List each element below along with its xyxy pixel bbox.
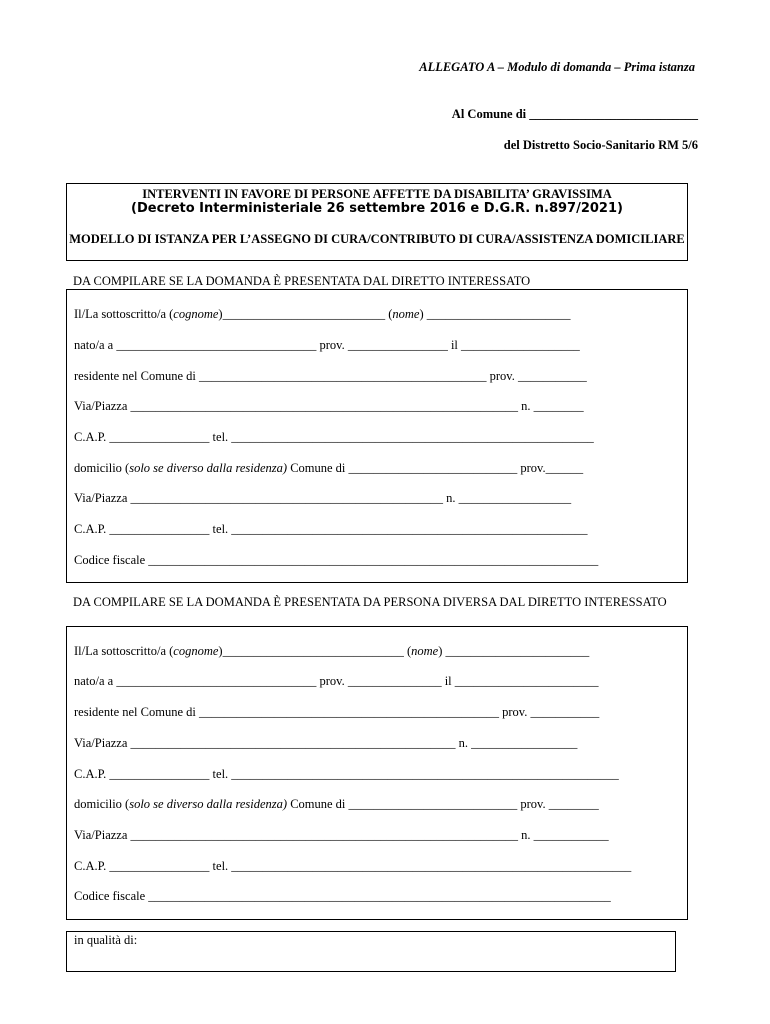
section1-form — [66, 289, 688, 583]
cap-phone-field[interactable]: C.A.P. ________________ tel. ______________________________________________________________ — [74, 767, 619, 781]
domicile-field[interactable]: domicilio (solo se diverso dalla residenza) Comune di ___________________________ prov.______ — [74, 461, 584, 475]
domicile-street-field[interactable]: Via/Piazza ______________________________________________________________ n. ____________ — [74, 828, 609, 842]
role-label: in qualità di: — [74, 933, 138, 947]
title-decree: (Decreto Interministeriale 26 settembre 2016 e D.G.R. n.897/2021) — [131, 201, 623, 216]
role-box[interactable] — [66, 931, 676, 972]
signer-name-field[interactable]: Il/La sottoscritto/a (cognome)_____________________________ (nome) _______________________ — [74, 644, 590, 658]
domicile-street-field[interactable]: Via/Piazza __________________________________________________ n. __________________ — [74, 491, 572, 505]
domicile-cap-phone-field[interactable]: C.A.P. ________________ tel. ________________________________________________________________ — [74, 859, 632, 873]
section2-form — [66, 626, 688, 920]
title-form-type: MODELLO DI ISTANZA PER L’ASSEGNO DI CURA/CONTRIBUTO DI CURA/ASSISTENZA DOMICILIARE — [69, 232, 685, 246]
section1-heading: DA COMPILARE SE LA DOMANDA È PRESENTATA DAL DIRETTO INTERESSATO — [73, 274, 531, 288]
domicile-cap-phone-field[interactable]: C.A.P. ________________ tel. _________________________________________________________ — [74, 522, 588, 536]
domicile-field[interactable]: domicilio (solo se diverso dalla residenza) Comune di ___________________________ prov. ________ — [74, 797, 599, 811]
title-box — [66, 183, 688, 261]
attachment-label: ALLEGATO A – Modulo di domanda – Prima istanza — [419, 60, 695, 74]
title-line-1: INTERVENTI IN FAVORE DI PERSONE AFFETTE DA DISABILITA’ GRAVISSIMA — [142, 187, 612, 201]
section2-heading: DA COMPILARE SE LA DOMANDA È PRESENTATA DA PERSONA DIVERSA DAL DIRETTO INTERESSATO — [73, 595, 667, 609]
birth-field[interactable]: nato/a a ________________________________ prov. ________________ il ___________________ — [74, 338, 580, 352]
cap-phone-field[interactable]: C.A.P. ________________ tel. __________________________________________________________ — [74, 430, 594, 444]
tax-code-field[interactable]: Codice fiscale ________________________________________________________________________ — [74, 553, 599, 567]
district-label: del Distretto Socio-Sanitario RM 5/6 — [503, 138, 698, 152]
municipality-addressee: Al Comune di ___________________________ — [451, 107, 698, 121]
street-field[interactable]: Via/Piazza ____________________________________________________ n. _________________ — [74, 736, 578, 750]
residence-field[interactable]: residente nel Comune di ________________________________________________ prov. ___________ — [74, 705, 600, 719]
signer-name-field[interactable]: Il/La sottoscritto/a (cognome)__________________________ (nome) _______________________ — [74, 307, 571, 321]
tax-code-field[interactable]: Codice fiscale __________________________________________________________________________ — [74, 889, 611, 903]
residence-field[interactable]: residente nel Comune di ______________________________________________ prov. ___________ — [74, 369, 587, 383]
street-field[interactable]: Via/Piazza ______________________________________________________________ n. ________ — [74, 399, 584, 413]
birth-field[interactable]: nato/a a ________________________________ prov. _______________ il _______________________ — [74, 674, 599, 688]
